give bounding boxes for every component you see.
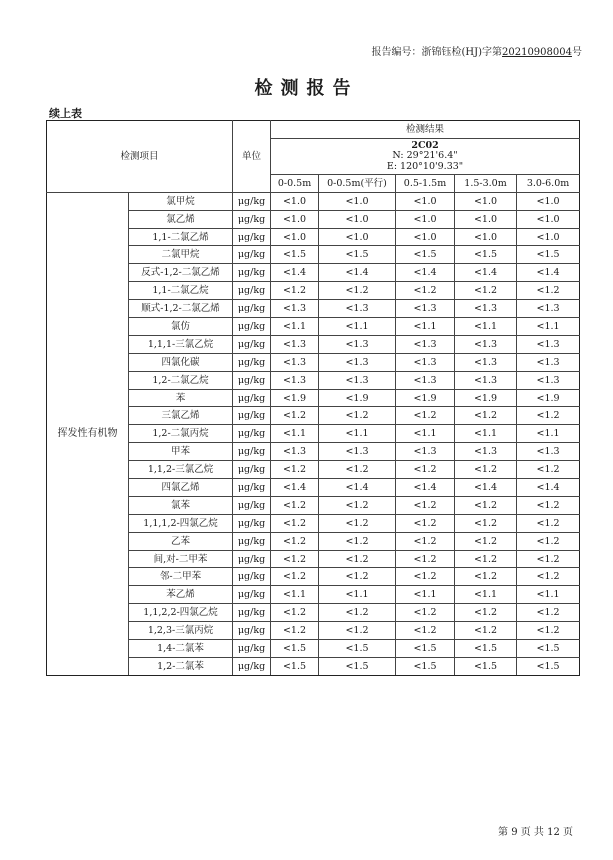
result-value: <1.0 <box>396 228 455 246</box>
result-value: <1.0 <box>517 192 580 210</box>
analyte-name: 1,1,1-三氯乙烷 <box>129 335 233 353</box>
result-value: <1.2 <box>319 514 396 532</box>
result-value: <1.2 <box>517 461 580 479</box>
result-value: <1.4 <box>455 479 517 497</box>
result-value: <1.4 <box>396 264 455 282</box>
report-number-suffix: 号 <box>572 47 582 58</box>
analyte-name: 苯乙烯 <box>129 586 233 604</box>
analyte-name: 顺式-1,2-二氯乙烯 <box>129 300 233 318</box>
result-value: <1.2 <box>271 532 319 550</box>
result-value: <1.2 <box>455 622 517 640</box>
result-value: <1.3 <box>319 335 396 353</box>
result-value: <1.4 <box>271 264 319 282</box>
analyte-name: 四氯化碳 <box>129 353 233 371</box>
unit-cell: μg/kg <box>233 640 271 658</box>
analyte-name: 邻-二甲苯 <box>129 568 233 586</box>
result-value: <1.3 <box>319 300 396 318</box>
result-value: <1.1 <box>455 318 517 336</box>
result-value: <1.0 <box>271 192 319 210</box>
category-cell: 挥发性有机物 <box>47 192 129 675</box>
report-number <box>371 43 582 58</box>
result-value: <1.9 <box>517 389 580 407</box>
sample-longitude: E: 120°10'9.33" <box>386 160 464 172</box>
result-value: <1.2 <box>319 532 396 550</box>
result-value: <1.2 <box>271 514 319 532</box>
depth-header: 0-0.5m <box>271 174 319 192</box>
document-title: 检测报告 <box>254 78 359 99</box>
result-value: <1.9 <box>455 389 517 407</box>
result-value: <1.2 <box>396 514 455 532</box>
report-number-value: 20210908004 <box>502 47 572 58</box>
result-value: <1.4 <box>319 264 396 282</box>
result-value: <1.2 <box>517 550 580 568</box>
result-value: <1.1 <box>271 586 319 604</box>
result-value: <1.5 <box>319 640 396 658</box>
result-value: <1.4 <box>517 479 580 497</box>
unit-cell: μg/kg <box>233 264 271 282</box>
result-value: <1.0 <box>319 210 396 228</box>
result-value: <1.2 <box>271 550 319 568</box>
unit-cell: μg/kg <box>233 246 271 264</box>
result-value: <1.2 <box>455 568 517 586</box>
unit-cell: μg/kg <box>233 604 271 622</box>
result-value: <1.3 <box>396 335 455 353</box>
result-value: <1.5 <box>319 246 396 264</box>
result-value: <1.1 <box>517 425 580 443</box>
result-value: <1.0 <box>319 228 396 246</box>
result-value: <1.3 <box>271 335 319 353</box>
result-value: <1.2 <box>319 496 396 514</box>
analyte-name: 苯 <box>129 389 233 407</box>
result-value: <1.5 <box>396 246 455 264</box>
result-value: <1.3 <box>319 443 396 461</box>
unit-cell: μg/kg <box>233 622 271 640</box>
analyte-name: 1,2-二氯乙烷 <box>129 371 233 389</box>
analyte-name: 三氯乙烯 <box>129 407 233 425</box>
result-value: <1.2 <box>455 550 517 568</box>
result-value: <1.4 <box>396 479 455 497</box>
result-value: <1.3 <box>319 353 396 371</box>
result-value: <1.2 <box>396 532 455 550</box>
unit-cell: μg/kg <box>233 532 271 550</box>
result-value: <1.0 <box>455 228 517 246</box>
result-value: <1.5 <box>517 246 580 264</box>
result-value: <1.3 <box>517 371 580 389</box>
result-value: <1.3 <box>455 353 517 371</box>
result-value: <1.3 <box>396 300 455 318</box>
result-value: <1.2 <box>396 496 455 514</box>
result-value: <1.3 <box>455 300 517 318</box>
result-value: <1.2 <box>396 604 455 622</box>
result-value: <1.2 <box>396 568 455 586</box>
result-value: <1.1 <box>396 425 455 443</box>
result-value: <1.2 <box>455 282 517 300</box>
result-value: <1.5 <box>517 640 580 658</box>
unit-cell: μg/kg <box>233 318 271 336</box>
unit-cell: μg/kg <box>233 371 271 389</box>
sample-info <box>271 138 580 174</box>
result-value: <1.1 <box>271 425 319 443</box>
analyte-name: 1,2-二氯苯 <box>129 657 233 675</box>
result-value: <1.5 <box>396 640 455 658</box>
result-value: <1.0 <box>455 210 517 228</box>
result-value: <1.2 <box>455 532 517 550</box>
analyte-name: 甲苯 <box>129 443 233 461</box>
result-value: <1.5 <box>455 657 517 675</box>
depth-header: 1.5-3.0m <box>455 174 517 192</box>
result-value: <1.5 <box>455 640 517 658</box>
result-value: <1.4 <box>319 479 396 497</box>
depth-header: 0.5-1.5m <box>396 174 455 192</box>
result-value: <1.1 <box>455 425 517 443</box>
result-value: <1.5 <box>455 246 517 264</box>
result-value: <1.2 <box>517 622 580 640</box>
result-value: <1.1 <box>271 318 319 336</box>
result-value: <1.3 <box>271 353 319 371</box>
result-value: <1.2 <box>517 568 580 586</box>
result-value: <1.2 <box>517 496 580 514</box>
analyte-name: 二氯甲烷 <box>129 246 233 264</box>
result-value: <1.0 <box>271 228 319 246</box>
unit-header: 单位 <box>233 121 271 193</box>
result-value: <1.2 <box>271 568 319 586</box>
result-value: <1.5 <box>319 657 396 675</box>
unit-cell: μg/kg <box>233 353 271 371</box>
unit-cell: μg/kg <box>233 389 271 407</box>
depth-header: 0-0.5m(平行) <box>319 174 396 192</box>
result-value: <1.2 <box>455 461 517 479</box>
analyte-name: 1,1-二氯乙烷 <box>129 282 233 300</box>
result-value: <1.0 <box>396 192 455 210</box>
result-value: <1.4 <box>517 264 580 282</box>
result-value: <1.9 <box>319 389 396 407</box>
unit-cell: μg/kg <box>233 586 271 604</box>
result-value: <1.2 <box>319 568 396 586</box>
result-value: <1.9 <box>271 389 319 407</box>
unit-cell: μg/kg <box>233 407 271 425</box>
result-value: <1.3 <box>319 371 396 389</box>
result-value: <1.3 <box>271 443 319 461</box>
result-value: <1.2 <box>271 461 319 479</box>
sample-latitude: N: 29°21'6.4" <box>392 150 458 162</box>
result-value: <1.2 <box>271 622 319 640</box>
result-value: <1.1 <box>455 586 517 604</box>
result-value: <1.4 <box>455 264 517 282</box>
result-value: <1.4 <box>271 479 319 497</box>
analyte-name: 1,1-二氯乙烯 <box>129 228 233 246</box>
result-value: <1.3 <box>271 371 319 389</box>
analyte-name: 氯苯 <box>129 496 233 514</box>
result-value: <1.2 <box>271 282 319 300</box>
table-row <box>47 192 580 210</box>
result-value: <1.2 <box>396 550 455 568</box>
unit-cell: μg/kg <box>233 300 271 318</box>
result-value: <1.0 <box>271 210 319 228</box>
unit-cell: μg/kg <box>233 568 271 586</box>
result-value: <1.2 <box>517 407 580 425</box>
result-value: <1.1 <box>517 318 580 336</box>
result-value: <1.2 <box>517 514 580 532</box>
result-value: <1.2 <box>319 407 396 425</box>
analyte-name: 1,1,1,2-四氯乙烷 <box>129 514 233 532</box>
analyte-name: 1,2-二氯丙烷 <box>129 425 233 443</box>
result-value: <1.3 <box>455 443 517 461</box>
unit-cell: μg/kg <box>233 425 271 443</box>
result-value: <1.0 <box>319 192 396 210</box>
result-value: <1.5 <box>271 640 319 658</box>
results-table <box>46 120 580 676</box>
result-value: <1.5 <box>271 657 319 675</box>
page-number: 第 9 页 共 12 页 <box>498 827 573 838</box>
unit-cell: μg/kg <box>233 496 271 514</box>
result-value: <1.2 <box>319 604 396 622</box>
result-value: <1.5 <box>396 657 455 675</box>
unit-cell: μg/kg <box>233 282 271 300</box>
result-value: <1.5 <box>271 246 319 264</box>
analyte-name: 四氯乙烯 <box>129 479 233 497</box>
result-value: <1.3 <box>455 335 517 353</box>
analyte-name: 1,2,3-三氯丙烷 <box>129 622 233 640</box>
analyte-name: 反式-1,2-二氯乙烯 <box>129 264 233 282</box>
continued-label: 续上表 <box>49 107 82 120</box>
unit-cell: μg/kg <box>233 443 271 461</box>
unit-cell: μg/kg <box>233 228 271 246</box>
result-value: <1.9 <box>396 389 455 407</box>
result-value: <1.3 <box>517 353 580 371</box>
result-value: <1.2 <box>396 622 455 640</box>
result-value: <1.2 <box>319 622 396 640</box>
result-value: <1.2 <box>517 604 580 622</box>
results-body <box>47 192 580 675</box>
result-value: <1.2 <box>319 461 396 479</box>
result-value: <1.1 <box>319 425 396 443</box>
unit-cell: μg/kg <box>233 192 271 210</box>
unit-cell: μg/kg <box>233 479 271 497</box>
results-table-container <box>46 120 579 676</box>
unit-cell: μg/kg <box>233 514 271 532</box>
result-value: <1.3 <box>396 371 455 389</box>
result-value: <1.0 <box>517 210 580 228</box>
result-value: <1.2 <box>319 550 396 568</box>
result-value: <1.2 <box>455 604 517 622</box>
result-value: <1.2 <box>517 282 580 300</box>
result-value: <1.2 <box>455 496 517 514</box>
result-value: <1.2 <box>396 461 455 479</box>
result-value: <1.2 <box>396 282 455 300</box>
analyte-name: 间,对-二甲苯 <box>129 550 233 568</box>
result-value: <1.1 <box>396 586 455 604</box>
result-value: <1.2 <box>517 532 580 550</box>
result-value: <1.1 <box>319 318 396 336</box>
analyte-name: 1,4-二氯苯 <box>129 640 233 658</box>
unit-cell: μg/kg <box>233 550 271 568</box>
result-value: <1.2 <box>455 407 517 425</box>
result-value: <1.2 <box>271 407 319 425</box>
result-value: <1.5 <box>517 657 580 675</box>
unit-cell: μg/kg <box>233 657 271 675</box>
result-value: <1.0 <box>455 192 517 210</box>
unit-cell: μg/kg <box>233 335 271 353</box>
analyte-name: 1,1,2-三氯乙烷 <box>129 461 233 479</box>
result-value: <1.3 <box>517 443 580 461</box>
item-header: 检测项目 <box>47 121 233 193</box>
result-value: <1.3 <box>396 443 455 461</box>
result-value: <1.3 <box>396 353 455 371</box>
result-value: <1.3 <box>455 371 517 389</box>
result-value: <1.1 <box>396 318 455 336</box>
analyte-name: 氯仿 <box>129 318 233 336</box>
result-value: <1.3 <box>271 300 319 318</box>
unit-cell: μg/kg <box>233 461 271 479</box>
result-value: <1.2 <box>271 496 319 514</box>
report-number-label: 报告编号：浙锦钰检(HJ)字第 <box>371 47 502 58</box>
result-value: <1.2 <box>319 282 396 300</box>
result-value: <1.1 <box>517 586 580 604</box>
analyte-name: 氯乙烯 <box>129 210 233 228</box>
sample-id: 2C02 <box>411 139 439 151</box>
result-value: <1.2 <box>455 514 517 532</box>
result-value: <1.3 <box>517 335 580 353</box>
analyte-name: 1,1,2,2-四氯乙烷 <box>129 604 233 622</box>
analyte-name: 氯甲烷 <box>129 192 233 210</box>
result-value: <1.0 <box>517 228 580 246</box>
result-value: <1.2 <box>396 407 455 425</box>
result-value: <1.2 <box>271 604 319 622</box>
depth-header: 3.0-6.0m <box>517 174 580 192</box>
result-value: <1.3 <box>517 300 580 318</box>
unit-cell: μg/kg <box>233 210 271 228</box>
result-value: <1.0 <box>396 210 455 228</box>
result-value: <1.1 <box>319 586 396 604</box>
results-header: 检测结果 <box>271 121 580 139</box>
analyte-name: 乙苯 <box>129 532 233 550</box>
